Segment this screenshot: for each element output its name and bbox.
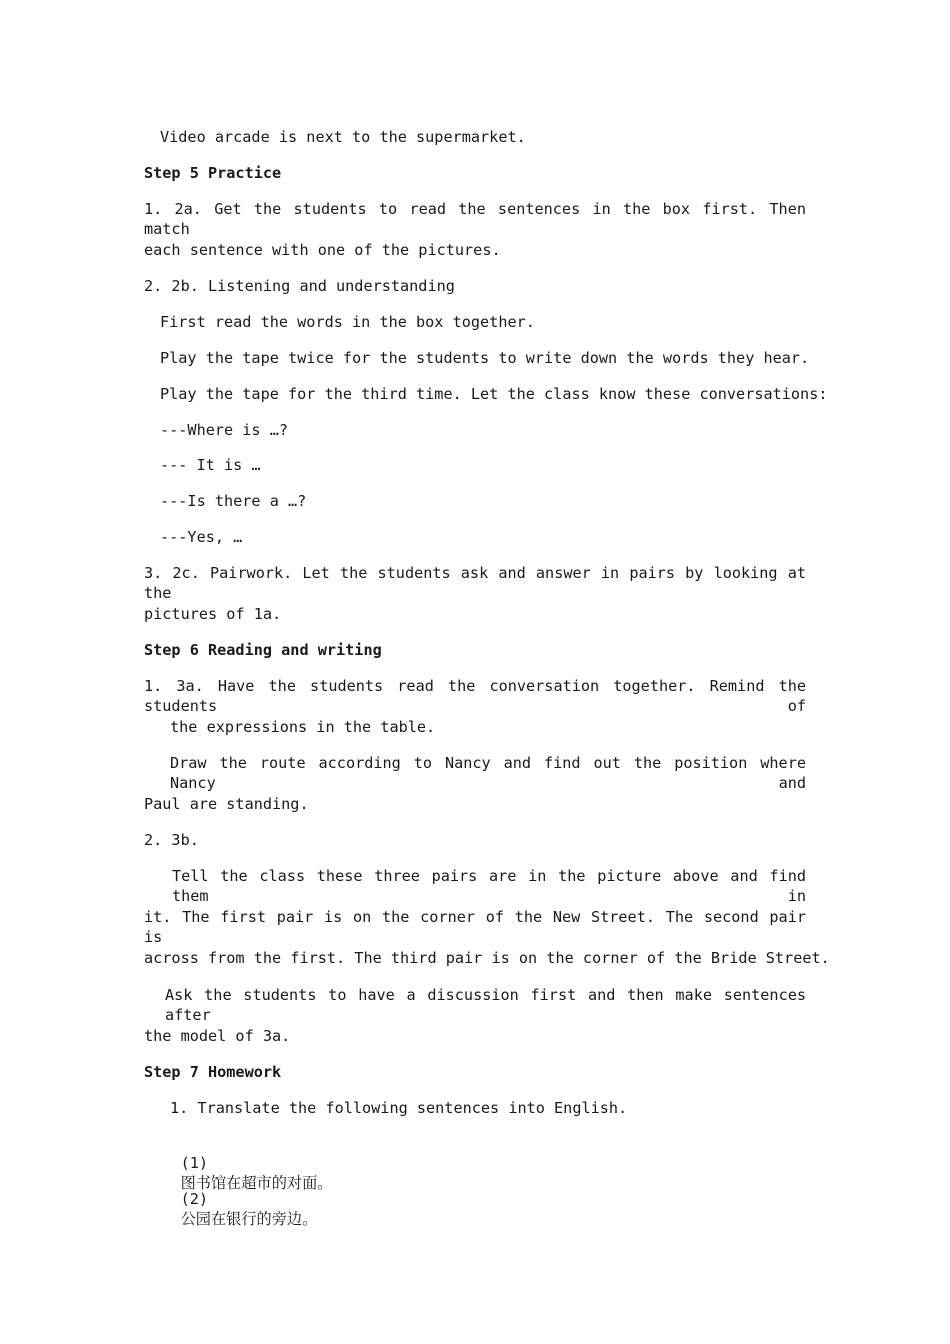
step5-item2-title: 2. 2b. Listening and understanding bbox=[144, 277, 455, 295]
step6-item1-line1: 1. 3a. Have the students read the conversation together. Remind the students of bbox=[144, 677, 806, 715]
step6-item1-line2: the expressions in the table. bbox=[170, 718, 436, 736]
step5-item2-line: Play the tape for the third time. Let the class know these conversations: bbox=[160, 385, 828, 403]
step5-item3-line1: 3. 2c. Pairwork. Let the students ask and answer in pairs by looking at the bbox=[144, 564, 806, 602]
step6-item2-title: 2. 3b. bbox=[144, 831, 199, 849]
conversation-line: ---Is there a …? bbox=[160, 492, 307, 510]
step5-item2-line: Play the tape twice for the students to write down the words they hear. bbox=[160, 349, 810, 367]
step6-item2-line1: Tell the class these three pairs are in the picture above and find them in bbox=[172, 867, 806, 905]
step5-heading: Step 5 Practice bbox=[144, 164, 282, 182]
step7-heading: Step 7 Homework bbox=[144, 1063, 282, 1081]
translation-sentence: 图书馆在超市的对面。 bbox=[180, 1174, 333, 1192]
intro-line: Video arcade is next to the supermarket. bbox=[160, 128, 526, 146]
step6-heading: Step 6 Reading and writing bbox=[144, 641, 382, 659]
translation-number: (1) bbox=[180, 1154, 209, 1172]
step6-item2-line4: Ask the students to have a discussion first and then make sentences after bbox=[165, 986, 806, 1024]
step6-item2-line2: it. The first pair is on the corner of the New Street. The second pair is bbox=[144, 908, 806, 946]
conversation-line: ---Where is …? bbox=[160, 421, 289, 439]
translation-sentence: 公园在银行的旁边。 bbox=[180, 1210, 318, 1228]
translation-item bbox=[144, 1169, 317, 1249]
conversation-line: ---Yes, … bbox=[160, 528, 243, 546]
conversation-line: --- It is … bbox=[160, 456, 261, 474]
step5-item1-line2: each sentence with one of the pictures. bbox=[144, 241, 501, 259]
step5-item3-line2: pictures of 1a. bbox=[144, 605, 282, 623]
step5-item1-line1: 1. 2a. Get the students to read the sentences in the box first. Then match bbox=[144, 200, 806, 238]
translation-number: (2) bbox=[180, 1190, 209, 1208]
step6-item2-line3: across from the first. The third pair is on the corner of the Bride Street. bbox=[144, 949, 830, 967]
step6-item1-line3: Draw the route according to Nancy and find out the position where Nancy and bbox=[170, 754, 806, 792]
step6-item1-line4: Paul are standing. bbox=[144, 795, 309, 813]
step6-item2-line5: the model of 3a. bbox=[144, 1027, 291, 1045]
step7-item1: 1. Translate the following sentences into English. bbox=[170, 1099, 628, 1117]
step5-item2-line: First read the words in the box together. bbox=[160, 313, 535, 331]
